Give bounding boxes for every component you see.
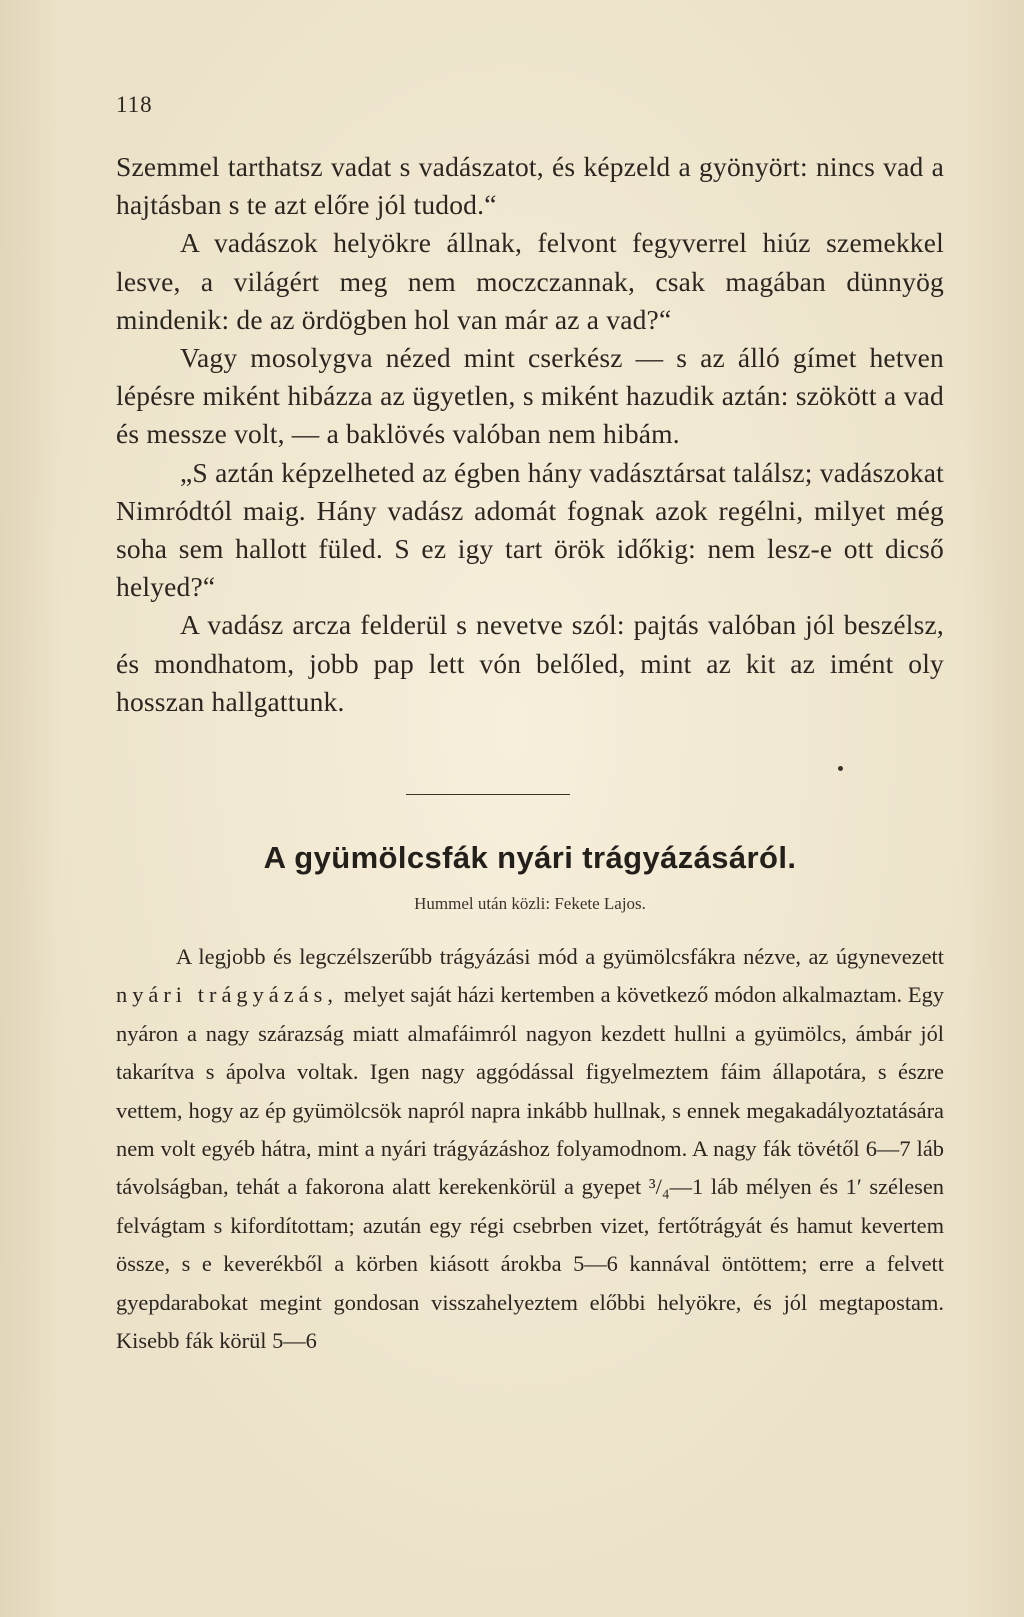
poem-paragraph-5: A vadász arcza felderül s nevetve szól: pajtás valóban jól beszélsz, és mondhatom, jobb pap lett vón belőled, mint az kit az imént oly hosszan hallgattunk. bbox=[116, 609, 944, 717]
poem-text bbox=[116, 148, 944, 721]
article-text-start: A legjobb és legczélszerűbb trágyázási mód a gyümölcsfákra nézve, az úgynevezett bbox=[176, 944, 944, 969]
article-title: A gyümölcsfák nyári trágyázásáról. bbox=[263, 840, 797, 875]
poem-paragraph-2: A vadászok helyökre állnak, felvont fegyverrel hiúz szemekkel lesve, a világért meg nem moczczannak, csak magában dünnyög mindenik: de az ördögben hol van már az a vad?“ bbox=[116, 227, 944, 335]
poem-paragraph-1: Szemmel tarthatsz vadat s vadászatot, és képzeld a gyönyört: nincs vad a hajtásban s te azt előre jól tudod.“ bbox=[116, 151, 944, 221]
article-body bbox=[116, 938, 944, 1360]
article-paragraph bbox=[116, 938, 944, 1360]
article-emphasis: nyári trágyázás, bbox=[116, 982, 338, 1008]
article-text-rest: melyet saját házi kertemben a következő módon alkalmaztam. Egy nyáron a nagy szárazság miatt almafáimról nagyon kezdett hullni a gyümölcs, ámbár jól takarítva s ápolva voltak. Igen nagy aggódással figyelmeztem fáim állapotára, s észre vettem, hogy az ép gyümölcsök napról napra inkább hullnak, s ennek megakadályoztatására nem volt egyéb hátra, mint a nyári trágyázáshoz folyamodnom. A nagy fák tövétől 6—7 láb távolságban, tehát a fakorona alatt kerekenkörül a gyepet ³/₄—1 láb mélyen és 1′ szélesen felvágtam s kifordítottam; azután egy régi csebrben vizet, fertőtrágyát és hamut kevertem össze, s e keverékből a körben kiásott árokba 5—6 kannával öntöttem; erre a felvett gyepdarabokat megint gondosan visszahelyeztem előbbi helyökre, és jól megtapostam. Kisebb fák körül 5—6 bbox=[116, 982, 944, 1354]
poem-paragraph-4: „S aztán képzelheted az égben hány vadásztársat találsz; vadászokat Nimródtól maig. Hány vadász adomát fognak azok regélni, milyet még soha sem hallott füled. S ez igy tart örök időkig: nem lesz-e ott dicső helyed?“ bbox=[116, 456, 944, 603]
page-number: 118 bbox=[116, 92, 153, 117]
article-byline: Hummel után közli: Fekete Lajos. bbox=[414, 894, 646, 913]
poem-paragraph-3: Vagy mosolygva nézed mint cserkész — s az álló gímet hetven lépésre miként hibázza az ügyetlen, s miként hazudik aztán: szökött a vad és messze volt, — a baklövés valóban nem hibám. bbox=[116, 342, 944, 450]
ink-dot bbox=[838, 766, 843, 771]
section-divider bbox=[406, 794, 570, 795]
